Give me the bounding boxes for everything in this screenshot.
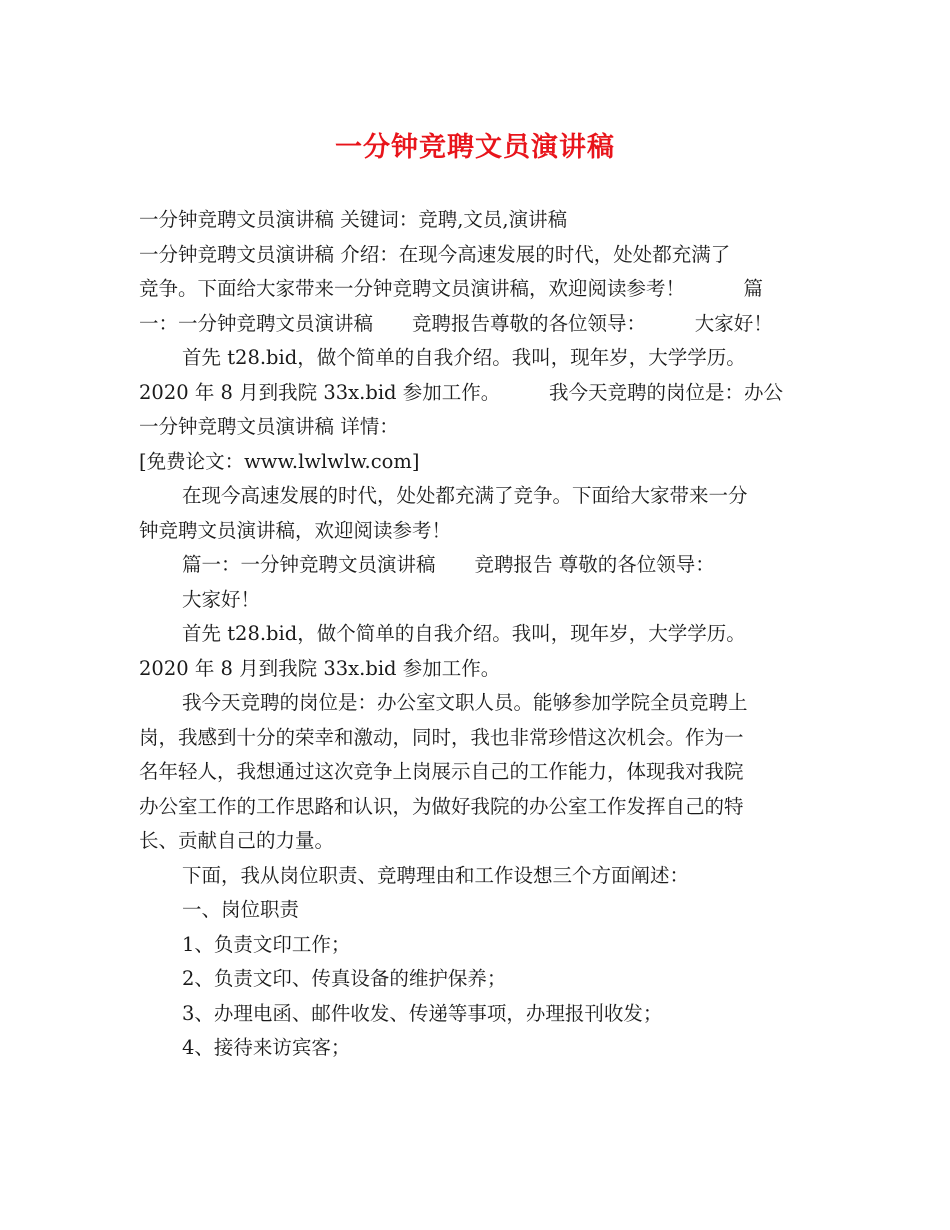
body-line: 一、岗位职责 — [182, 898, 300, 921]
body-line: 一分钟竞聘文员演讲稿 关键词：竞聘,文员,演讲稿 — [139, 208, 568, 231]
body-line: 一分钟竞聘文员演讲稿 详情： — [139, 415, 399, 438]
body-line: 名年轻人，我想通过这次竞争上岗展示自己的工作能力，体现我对我院 — [139, 760, 744, 783]
body-line: [免费论文：www.lwlwlw.com] — [139, 449, 420, 473]
body-line: 篇一：一分钟竞聘文员演讲稿 竞聘报告 尊敬的各位领导： — [182, 553, 715, 576]
body-line: 首先 t28.bid，做个简单的自我介绍。我叫，现年岁，大学学历。 — [182, 346, 746, 369]
body-line: 我今天竞聘的岗位是：办公室文职人员。能够参加学院全员竞聘上 — [182, 691, 748, 714]
body-line: 一：一分钟竞聘文员演讲稿 竞聘报告尊敬的各位领导： 大家好！ — [139, 311, 773, 335]
body-line: 大家好！ — [182, 587, 261, 611]
document-body — [139, 203, 829, 1066]
body-line: 在现今高速发展的时代，处处都充满了竞争。下面给大家带来一分 — [182, 484, 748, 507]
body-line: 岗，我感到十分的荣幸和激动，同时，我也非常珍惜这次机会。作为一 — [139, 725, 744, 749]
body-line: 2020 年 8 月到我院 33x.bid 参加工作。 — [139, 656, 501, 680]
body-line: 竞争。下面给大家带来一分钟竞聘文员演讲稿，欢迎阅读参考！ 篇 — [139, 277, 764, 300]
body-line: 办公室工作的工作思路和认识，为做好我院的办公室工作发挥自己的特 — [139, 794, 744, 818]
body-line: 一分钟竞聘文员演讲稿 介绍：在现今高速发展的时代，处处都充满了 — [139, 242, 731, 266]
body-line: 1、负责文印工作； — [182, 932, 351, 956]
body-line: 3、办理电函、邮件收发、传递等事项，办理报刊收发； — [182, 1001, 663, 1025]
body-line: 下面，我从岗位职责、竞聘理由和工作设想三个方面阐述： — [182, 863, 690, 887]
body-line: 钟竞聘文员演讲稿，欢迎阅读参考！ — [139, 518, 452, 542]
body-line: 首先 t28.bid，做个简单的自我介绍。我叫，现年岁，大学学历。 — [182, 622, 746, 645]
body-line: 长、贡献自己的力量。 — [139, 829, 335, 852]
body-line: 4、接待来访宾客； — [182, 1036, 351, 1059]
body-line: 2、负责文印、传真设备的维护保养； — [182, 967, 507, 990]
document-title: 一分钟竞聘文员演讲稿 — [335, 132, 615, 163]
body-line: 2020 年 8 月到我院 33x.bid 参加工作。 我今天竞聘的岗位是：办公 — [139, 380, 783, 404]
